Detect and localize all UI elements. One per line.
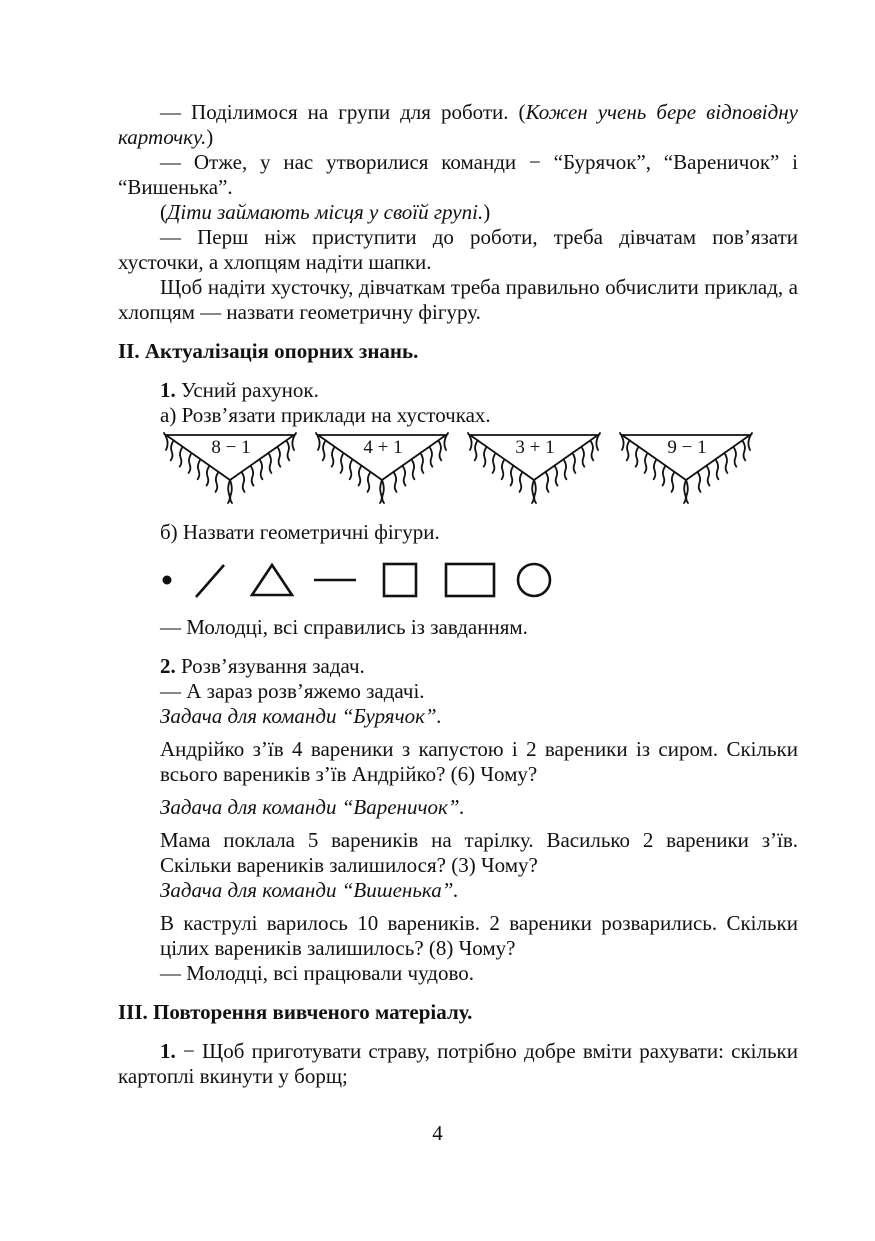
section-2-heading: II. Актуалізація опорних знань. — [118, 339, 419, 363]
task-1a: а) Розв’язати приклади на хусточках. — [160, 403, 491, 427]
section-3-heading: III. Повторення вивченого матеріалу. — [118, 1000, 473, 1024]
problem-1-label: Задача для команди “Бурячок”. — [160, 704, 442, 728]
task-1-title: 1. Усний рахунок. — [160, 378, 319, 402]
scarf-card — [160, 432, 300, 504]
geometric-shapes-row — [160, 557, 798, 607]
scarf-expression: 9 − 1 — [667, 437, 707, 458]
page-content — [118, 100, 798, 1089]
page-number: 4 — [432, 1121, 443, 1145]
intro-remark: (Діти займають місця у своїй групі.) — [160, 200, 491, 224]
task-2-title: 2. Розв’язування задач. — [160, 654, 365, 678]
scarves-row — [160, 432, 798, 512]
problem-2-text: Мама поклала 5 вареників на тарілку. Василько 2 вареники з’їв. Скільки вареників залишилося? (3) Чому? — [160, 828, 798, 877]
scarf-expression: 4 + 1 — [363, 437, 403, 458]
intro-teams: — Отже, у нас утворилися команди − “Бурячок”, “Вареничок” і “Вишенька”. — [118, 150, 798, 199]
task-2-intro: — А зараз розв’яжемо задачі. — [160, 679, 425, 703]
problem-3-label: Задача для команди “Вишенька”. — [160, 878, 459, 902]
scarf-card — [464, 432, 604, 504]
intro-groups: — Поділимося на групи для роботи. (Кожен учень бере відповідну карточку.) — [118, 100, 799, 149]
praise-1: — Молодці, всі справились із завданням. — [160, 615, 528, 639]
scarf-expression: 8 − 1 — [211, 437, 251, 458]
problem-3-text: В каструлі варилось 10 вареників. 2 вареники розварились. Скільки цілих вареників залишилось? (8) Чому? — [160, 911, 798, 960]
scarf-card — [312, 432, 452, 504]
task-1b: б) Назвати геометричні фігури. — [160, 520, 440, 544]
circle-icon — [518, 564, 550, 596]
slanted-segment-icon — [196, 565, 224, 597]
rectangle-icon — [446, 564, 494, 596]
intro-instructions: Щоб надіти хусточку, дівчаткам треба правильно обчислити приклад, а хлопцям — назвати геометричну фігуру. — [118, 275, 798, 324]
praise-2: — Молодці, всі працювали чудово. — [160, 961, 474, 985]
scarf-expression: 3 + 1 — [515, 437, 555, 458]
intro-scarves-hats: — Перш ніж приступити до роботи, треба дівчатам пов’язати хусточки, а хлопцям надіти шапки. — [118, 225, 798, 274]
shapes-figure — [160, 557, 580, 603]
scarf-card — [616, 432, 756, 504]
problem-1-text: Андрійко з’їв 4 вареники з капустою і 2 вареники із сиром. Скільки всього вареників з’їв Андрійко? (6) Чому? — [160, 737, 798, 786]
problem-2-label: Задача для команди “Вареничок”. — [160, 795, 465, 819]
square-icon — [384, 564, 416, 596]
point-icon — [163, 576, 172, 585]
triangle-icon — [252, 565, 292, 595]
section-3-task-1: 1. − Щоб приготувати страву, потрібно добре вміти рахувати: скільки картоплі вкинути у борщ; — [118, 1039, 798, 1088]
